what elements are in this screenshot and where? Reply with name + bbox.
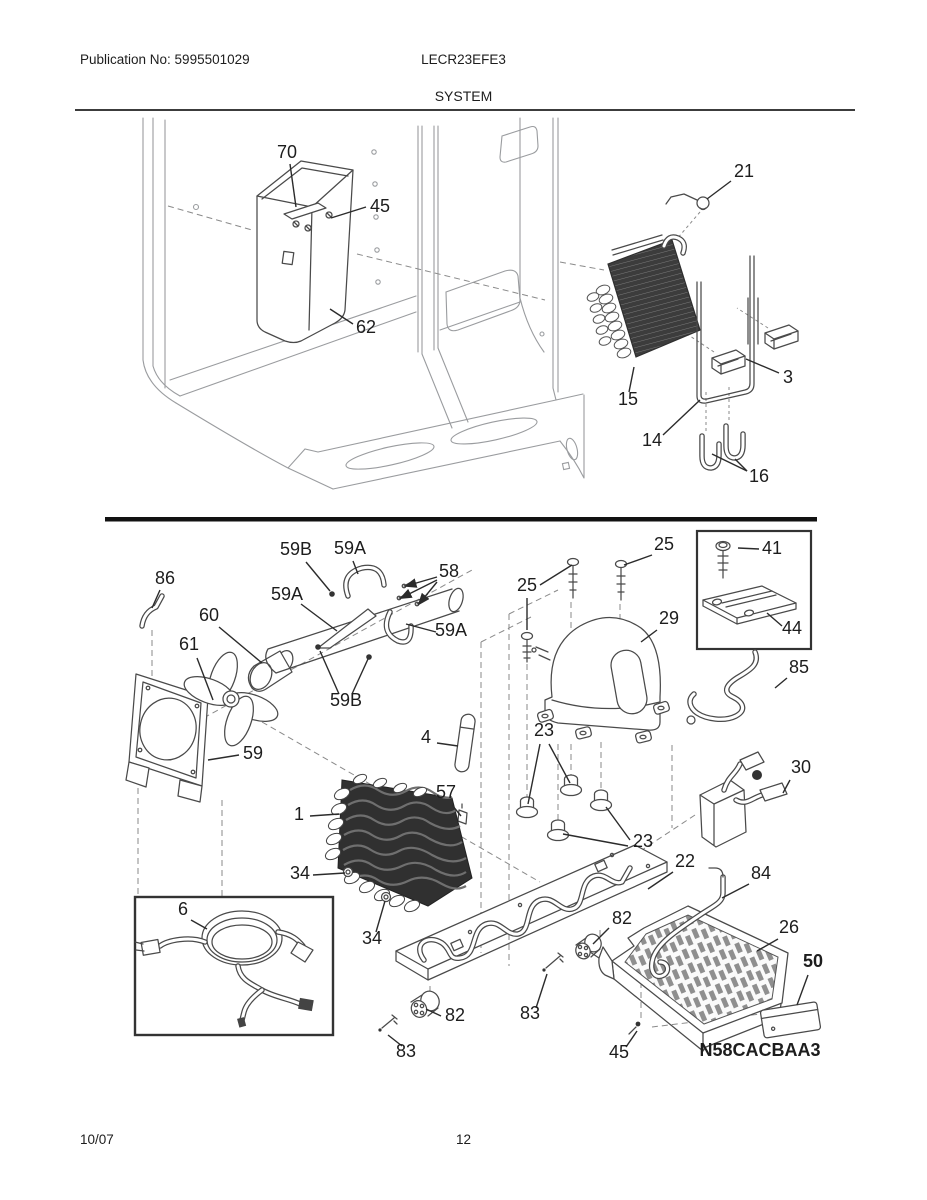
part-label-86: 86	[154, 568, 176, 588]
leader-line	[722, 884, 749, 898]
leader-line	[563, 834, 628, 846]
leader-line	[606, 807, 630, 840]
part-label-59B: 59B	[329, 690, 363, 710]
part-label-70: 70	[276, 142, 298, 162]
leader-line	[320, 651, 339, 694]
leader-line	[624, 555, 652, 565]
screw-45-bottom	[629, 1022, 640, 1034]
leader-line	[775, 678, 787, 688]
part-label-1: 1	[293, 804, 305, 824]
publication-number: Publication No: 5995501029	[80, 52, 250, 67]
part-label-59: 59	[242, 743, 264, 763]
part-label-82: 82	[611, 908, 633, 928]
part-label-59B: 59B	[279, 539, 313, 559]
part-label-25: 25	[516, 575, 538, 595]
leader-line	[208, 755, 239, 760]
leader-line	[663, 400, 700, 435]
leader-line	[738, 548, 759, 549]
part-label-26: 26	[778, 917, 800, 937]
part-label-34: 34	[289, 863, 311, 883]
leader-line	[310, 814, 339, 816]
footer-date: 10/07	[80, 1132, 114, 1147]
power-cord-inset	[135, 897, 333, 1035]
part-label-84: 84	[750, 863, 772, 883]
part-label-44: 44	[781, 618, 803, 638]
fan-motor	[246, 648, 296, 693]
part-label-14: 14	[641, 430, 663, 450]
rubber-mounts-23	[517, 775, 612, 841]
leader-line	[406, 577, 437, 586]
part-label-23: 23	[533, 720, 555, 740]
leader-line	[540, 565, 572, 585]
part-label-34: 34	[361, 928, 383, 948]
leader-line	[306, 562, 330, 591]
leader-line	[797, 975, 808, 1005]
part-label-45: 45	[369, 196, 391, 216]
part-label-16: 16	[748, 466, 770, 486]
part-label-25: 25	[653, 534, 675, 554]
part-label-N58CACBAA3: N58CACBAA3	[699, 1040, 821, 1060]
thermostat-clip	[666, 194, 709, 210]
part-label-62: 62	[355, 317, 377, 337]
evaporator	[586, 235, 700, 360]
part-label-6: 6	[177, 899, 189, 919]
part-label-29: 29	[658, 608, 680, 628]
leader-line	[437, 743, 458, 746]
leader-line	[313, 873, 345, 875]
part-label-57: 57	[435, 782, 457, 802]
bracket-86	[142, 596, 162, 626]
leader-line	[419, 582, 437, 604]
part-label-58: 58	[438, 561, 460, 581]
part-label-83: 83	[395, 1041, 417, 1061]
part-label-85: 85	[788, 657, 810, 677]
part-label-15: 15	[617, 389, 639, 409]
footer-page: 12	[455, 1132, 472, 1147]
part-label-3: 3	[782, 367, 794, 387]
leader-line	[301, 604, 337, 631]
part-label-45: 45	[608, 1042, 630, 1062]
section-divider	[105, 517, 817, 522]
part-label-21: 21	[733, 161, 755, 181]
part-label-59A: 59A	[434, 620, 468, 640]
refrigerator-cabinet	[143, 118, 584, 489]
leader-line	[707, 181, 731, 199]
part-label-59A: 59A	[333, 538, 367, 558]
wire-85	[687, 652, 756, 724]
part-label-4: 4	[420, 727, 432, 747]
section-title: SYSTEM	[434, 88, 493, 104]
model-number: LECR23EFE3	[421, 52, 506, 67]
part-label-30: 30	[790, 757, 812, 777]
part-label-83: 83	[519, 1003, 541, 1023]
part-label-50: 50	[802, 951, 824, 971]
leader-line	[528, 744, 540, 804]
part-label-23: 23	[632, 831, 654, 851]
leader-line	[735, 459, 747, 471]
relay-overload	[700, 752, 787, 847]
suction-tube	[697, 256, 758, 403]
leader-line	[746, 359, 779, 373]
part-label-59A: 59A	[270, 584, 304, 604]
part-label-22: 22	[674, 851, 696, 871]
part-label-82: 82	[444, 1005, 466, 1025]
drain-pan	[590, 868, 824, 1051]
part-label-60: 60	[198, 605, 220, 625]
part-label-41: 41	[761, 538, 783, 558]
leader-line	[549, 744, 570, 783]
part-label-61: 61	[178, 634, 200, 654]
leader-line	[352, 659, 368, 694]
drier	[454, 713, 476, 772]
